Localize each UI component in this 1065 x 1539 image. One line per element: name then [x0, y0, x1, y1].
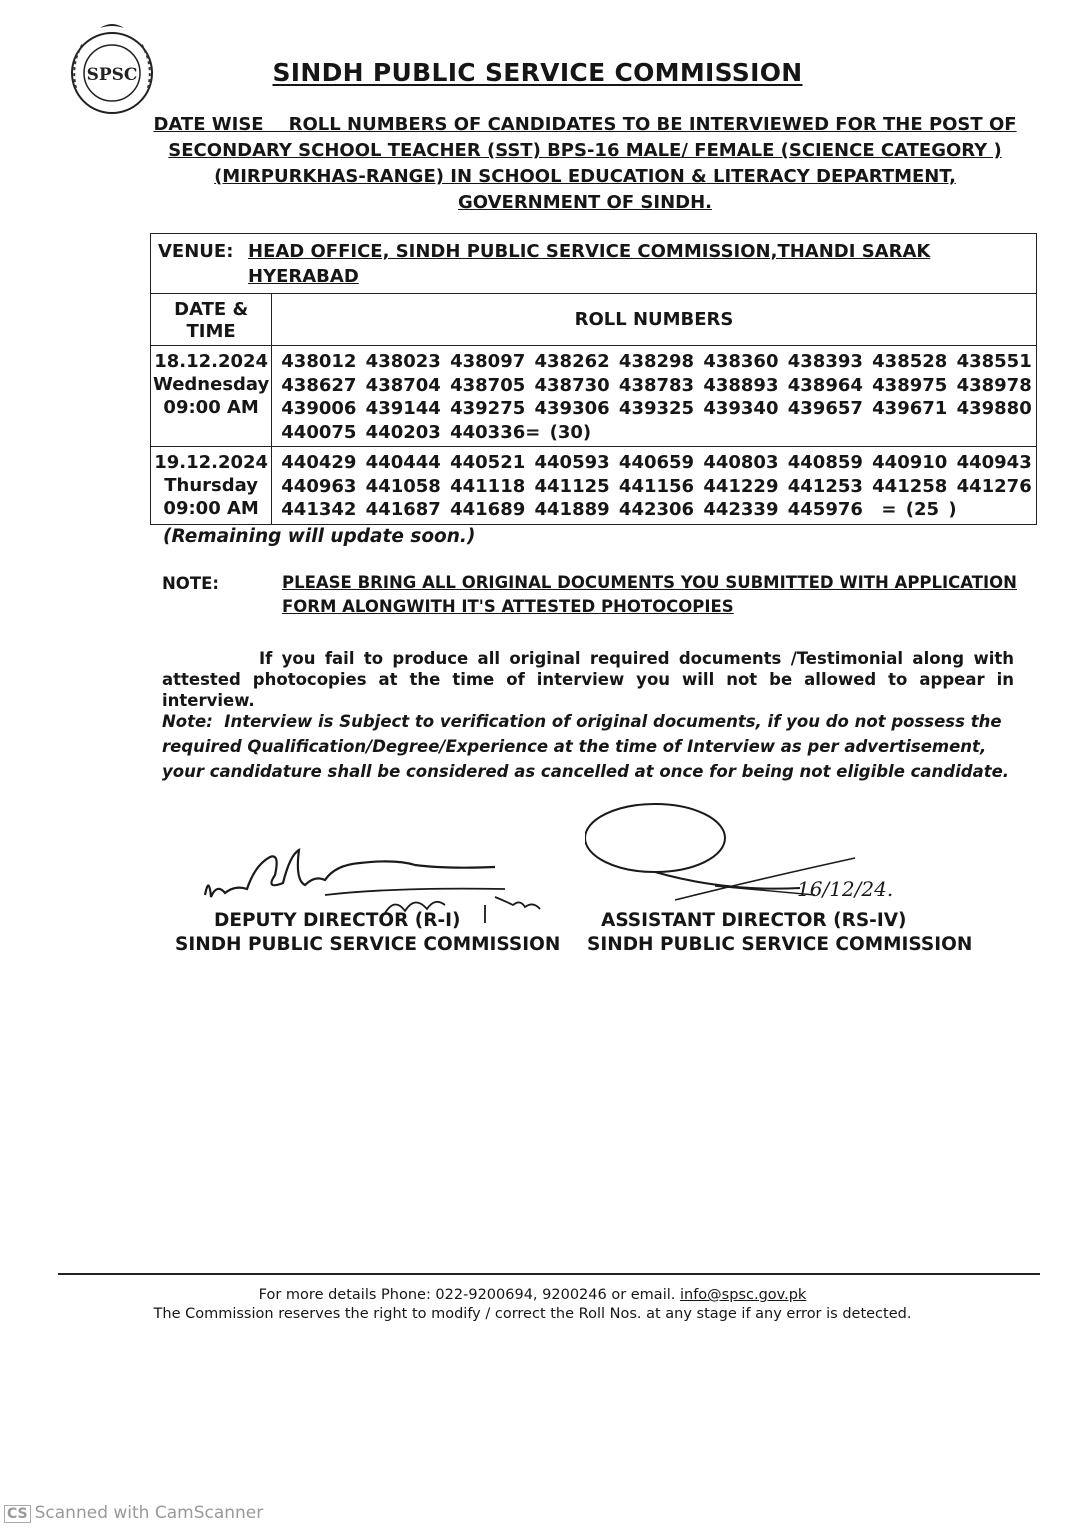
interview-day: Wednesday [153, 374, 270, 395]
verification-note: Note: Interview is Subject to verification of original documents, if you do not possess the required Qualification/Degree/Experience at the time of Interview as per advertisement, your candidature shall be considered as cancelled at once for being not eligible candidate. [162, 712, 1010, 781]
roll-number-line: 441342 441687 441689 441889 442306 442339 445976 = (25 ) [281, 499, 957, 520]
camscanner-text: Scanned with CamScanner [34, 1503, 264, 1523]
header-roll-numbers: ROLL NUMBERS [272, 294, 1036, 346]
roll-number-line: 440075 440203 440336= (30) [281, 421, 592, 443]
camscanner-watermark [4, 1503, 263, 1523]
roll-numbers-cell [272, 346, 1036, 447]
roll-number-line: 440963 441058 441118 441125 441156 441229 441253 441258 441276 [281, 475, 1032, 497]
footer-divider [58, 1273, 1040, 1275]
warning-paragraph: If you fail to produce all original required documents /Testimonial along with attested photocopies at the time of interview you will not be allowed to appear in interview. [162, 649, 1014, 710]
logo-monogram: SPSC [86, 65, 138, 85]
subtitle-line: SECONDARY SCHOOL TEACHER (SST) BPS-16 MALE/ FEMALE (SCIENCE CATEGORY ) [168, 140, 1002, 161]
roll-number-line: 440429 440444 440521 440593 440659 440803 440859 440910 440943 [281, 452, 1032, 473]
assistant-director-signature [585, 800, 915, 910]
roll-number-line: 439006 439144 439275 439306 439325 439340 439657 439671 439880 [281, 398, 1032, 419]
document-subtitle [150, 112, 1020, 216]
page-title: SINDH PUBLIC SERVICE COMMISSION [272, 58, 803, 87]
date-cell [151, 346, 272, 447]
footer-contact-text: For more details Phone: 022-9200694, 9200246 or email. [258, 1287, 680, 1303]
venue-label: VENUE: [158, 241, 234, 262]
date-cell [151, 447, 272, 525]
subtitle-line: DATE WISE ROLL NUMBERS OF CANDIDATES TO BE INTERVIEWED FOR THE POST OF [153, 114, 1017, 135]
header-date-time: DATE & TIME [151, 294, 272, 346]
roll-number-line: 438012 438023 438097 438262 438298 438360 438393 438528 438551 [281, 351, 1032, 372]
venue-address: HEAD OFFICE, SINDH PUBLIC SERVICE COMMISSION,THANDI SARAK HYERABAD [248, 241, 931, 287]
interview-date: 19.12.2024 [154, 452, 269, 473]
venue-row [151, 234, 1037, 294]
venue-cell [151, 234, 1037, 294]
table-row [151, 346, 1037, 447]
roll-numbers-cell [272, 447, 1036, 525]
handwritten-date: 16/12/24. [797, 877, 894, 901]
signature-block [0, 800, 1065, 970]
camscanner-icon: CS [4, 1505, 31, 1523]
interview-day: Thursday [164, 475, 258, 496]
assistant-director-org: SINDH PUBLIC SERVICE COMMISSION [587, 934, 973, 955]
note-label: NOTE: [162, 574, 219, 593]
roll-numbers-table [150, 233, 1037, 525]
interview-time: 09:00 AM [163, 498, 259, 519]
footer-email-link[interactable]: info@spsc.gov.pk [679, 1287, 807, 1303]
note-text: PLEASE BRING ALL ORIGINAL DOCUMENTS YOU SUBMITTED WITH APPLICATION FORM ALONGWITH IT'S ATTESTED PHOTOCOPIES [282, 573, 1017, 616]
footer-disclaimer: The Commission reserves the right to modify / correct the Roll Nos. at any stage if any error is detected. [153, 1306, 912, 1322]
deputy-director-org: SINDH PUBLIC SERVICE COMMISSION [175, 934, 561, 955]
deputy-director-title: DEPUTY DIRECTOR (R-I) [214, 910, 461, 931]
interview-date: 18.12.2024 [154, 351, 269, 372]
subtitle-line: GOVERNMENT OF SINDH. [458, 192, 712, 213]
assistant-director-title: ASSISTANT DIRECTOR (RS-IV) [601, 910, 907, 931]
remaining-remark: (Remaining will update soon.) [163, 526, 476, 547]
subtitle-line: (MIRPURKHAS-RANGE) IN SCHOOL EDUCATION & LITERACY DEPARTMENT, [214, 166, 956, 187]
interview-time: 09:00 AM [163, 397, 259, 418]
table-row [151, 447, 1037, 525]
table-header-row [151, 294, 1037, 346]
footer-contact [0, 1287, 1065, 1303]
roll-number-line: 438627 438704 438705 438730 438783 438893 438964 438975 438978 [281, 374, 1032, 396]
